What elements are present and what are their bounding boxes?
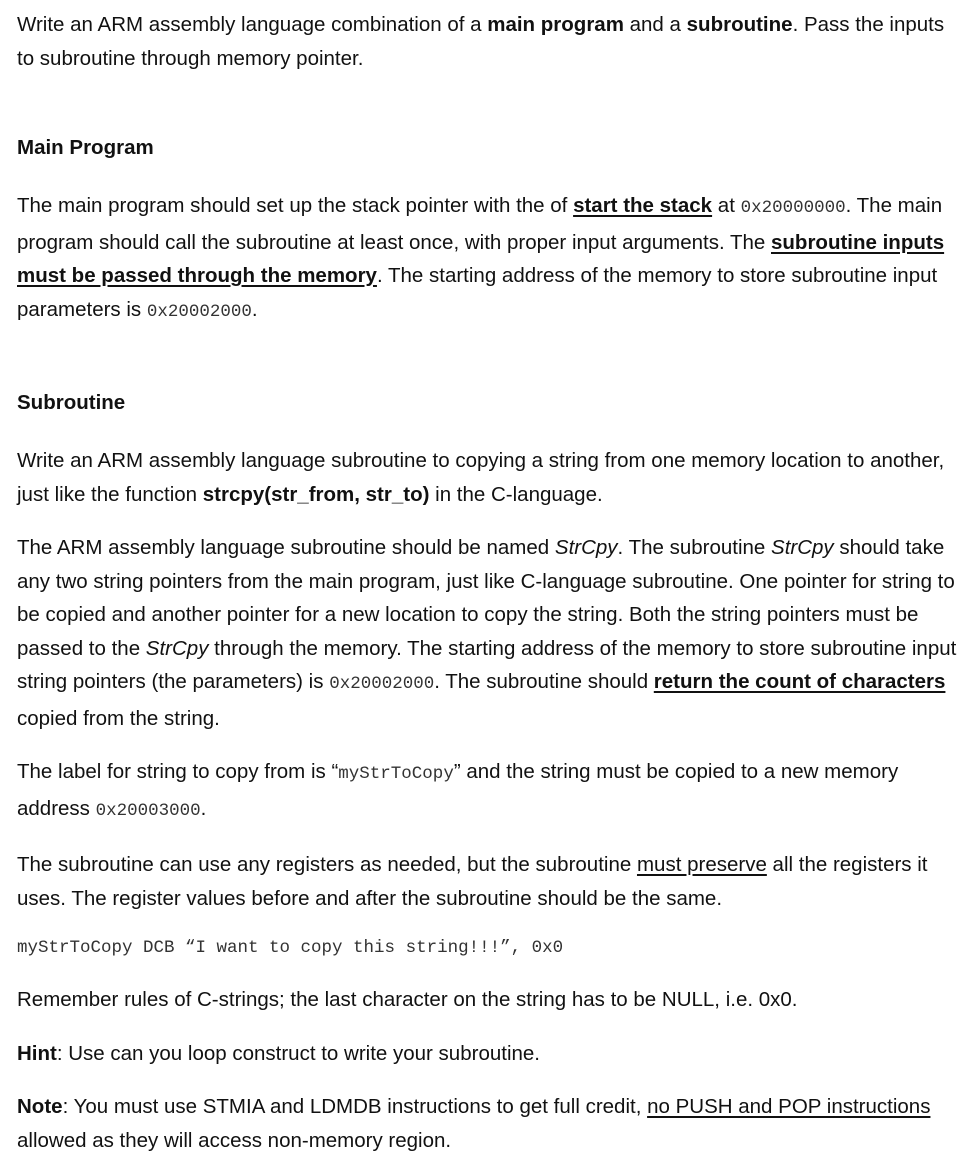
intro-paragraph xyxy=(17,8,962,75)
intro-bold-subroutine: subroutine xyxy=(686,13,793,36)
subroutine-text: in the C-language. xyxy=(429,482,603,506)
parameter-address: 0x20002000 xyxy=(329,674,435,694)
intro-text: and a xyxy=(623,13,687,36)
subroutine-text: . The subroutine should xyxy=(434,670,654,693)
hint-label: Hint xyxy=(17,1041,57,1065)
strcpy-name: StrCpy xyxy=(554,536,618,559)
intro-bold-main-program: main program xyxy=(487,13,624,36)
code-snippet: myStrToCopy DCB “I want to copy this string!!!”, 0x0 xyxy=(17,938,564,958)
strcpy-name: StrCpy xyxy=(771,536,834,559)
subroutine-text: should take any two string pointers from the main program, just like C-language subroutine. One pointer for string to be copied and another pointer for a new location to copy the string. Both the string pointers must be passed to the xyxy=(17,536,955,660)
intro-text: . Pass the inputs to subroutine through memory pointer. xyxy=(17,13,945,70)
main-program-text: The main program should set up the stack pointer with the of xyxy=(17,194,574,217)
subroutine-paragraph-2 xyxy=(17,531,962,735)
no-push-pop-emphasis: no PUSH and POP instructions xyxy=(647,1095,931,1118)
subroutine-text: The ARM assembly language subroutine should be named xyxy=(17,536,555,559)
c-string-rule: Remember rules of C-strings; the last character on the string has to be NULL, i.e. 0x0. xyxy=(17,988,798,1011)
subroutine-text: all the registers it uses. The register values before and after the subroutine should be the same. xyxy=(17,853,928,910)
return-count-emphasis: return the count of characters xyxy=(653,670,946,693)
note-paragraph xyxy=(17,1090,962,1157)
subroutine-text: copied from the string. xyxy=(17,706,220,730)
subroutine-text: ” and the string must be copied to a new memory address xyxy=(17,760,899,820)
main-program-text: . xyxy=(251,297,258,321)
subroutine-text: through the memory. The starting address of the memory to store subroutine input string pointers (the parameters) is xyxy=(17,636,957,693)
intro-text: Write an ARM assembly language combination of a xyxy=(17,13,488,36)
main-program-text: at xyxy=(712,194,741,217)
hint-text: : Use can you loop construct to write your subroutine. xyxy=(56,1041,540,1065)
note-text: allowed as they will access non-memory region. xyxy=(17,1128,452,1152)
main-program-text: . The starting address of the memory to store subroutine input parameters is xyxy=(17,264,938,321)
main-program-paragraph xyxy=(17,189,962,329)
subroutine-text: The subroutine can use any registers as needed, but the subroutine xyxy=(17,853,637,876)
subroutine-text: Write an ARM assembly language subroutine to copying a string from one memory location to another, just like the function xyxy=(17,449,945,506)
destination-address: 0x20003000 xyxy=(95,800,201,821)
parameter-address: 0x20002000 xyxy=(146,301,252,322)
subroutine-paragraph-4 xyxy=(17,848,962,915)
main-program-text: . The main program should call the subroutine at least once, with proper input arguments. The xyxy=(17,194,943,254)
must-preserve-emphasis: must preserve xyxy=(636,853,767,876)
document xyxy=(17,8,962,1157)
strcpy-signature: strcpy(str_from, str_to) xyxy=(202,482,430,506)
subroutine-heading: Subroutine xyxy=(17,391,126,414)
subroutine-paragraph-1 xyxy=(17,444,962,511)
hint-paragraph xyxy=(17,1037,962,1071)
note-label: Note xyxy=(17,1095,63,1118)
strcpy-name: StrCpy xyxy=(145,636,209,660)
subroutine-paragraph-3 xyxy=(17,755,962,828)
subroutine-text: . The subroutine xyxy=(617,536,772,559)
main-program-heading: Main Program xyxy=(17,136,154,159)
subroutine-text: . xyxy=(200,796,207,820)
start-the-stack-emphasis: start the stack xyxy=(573,194,713,217)
note-text: : You must use STMIA and LDMDB instructions to get full credit, xyxy=(62,1095,648,1118)
stack-address: 0x20000000 xyxy=(740,198,846,218)
string-label: myStrToCopy xyxy=(338,764,454,784)
subroutine-text: The label for string to copy from is “ xyxy=(17,760,339,783)
memory-passing-emphasis: subroutine inputs must be passed through the memory xyxy=(17,230,945,287)
